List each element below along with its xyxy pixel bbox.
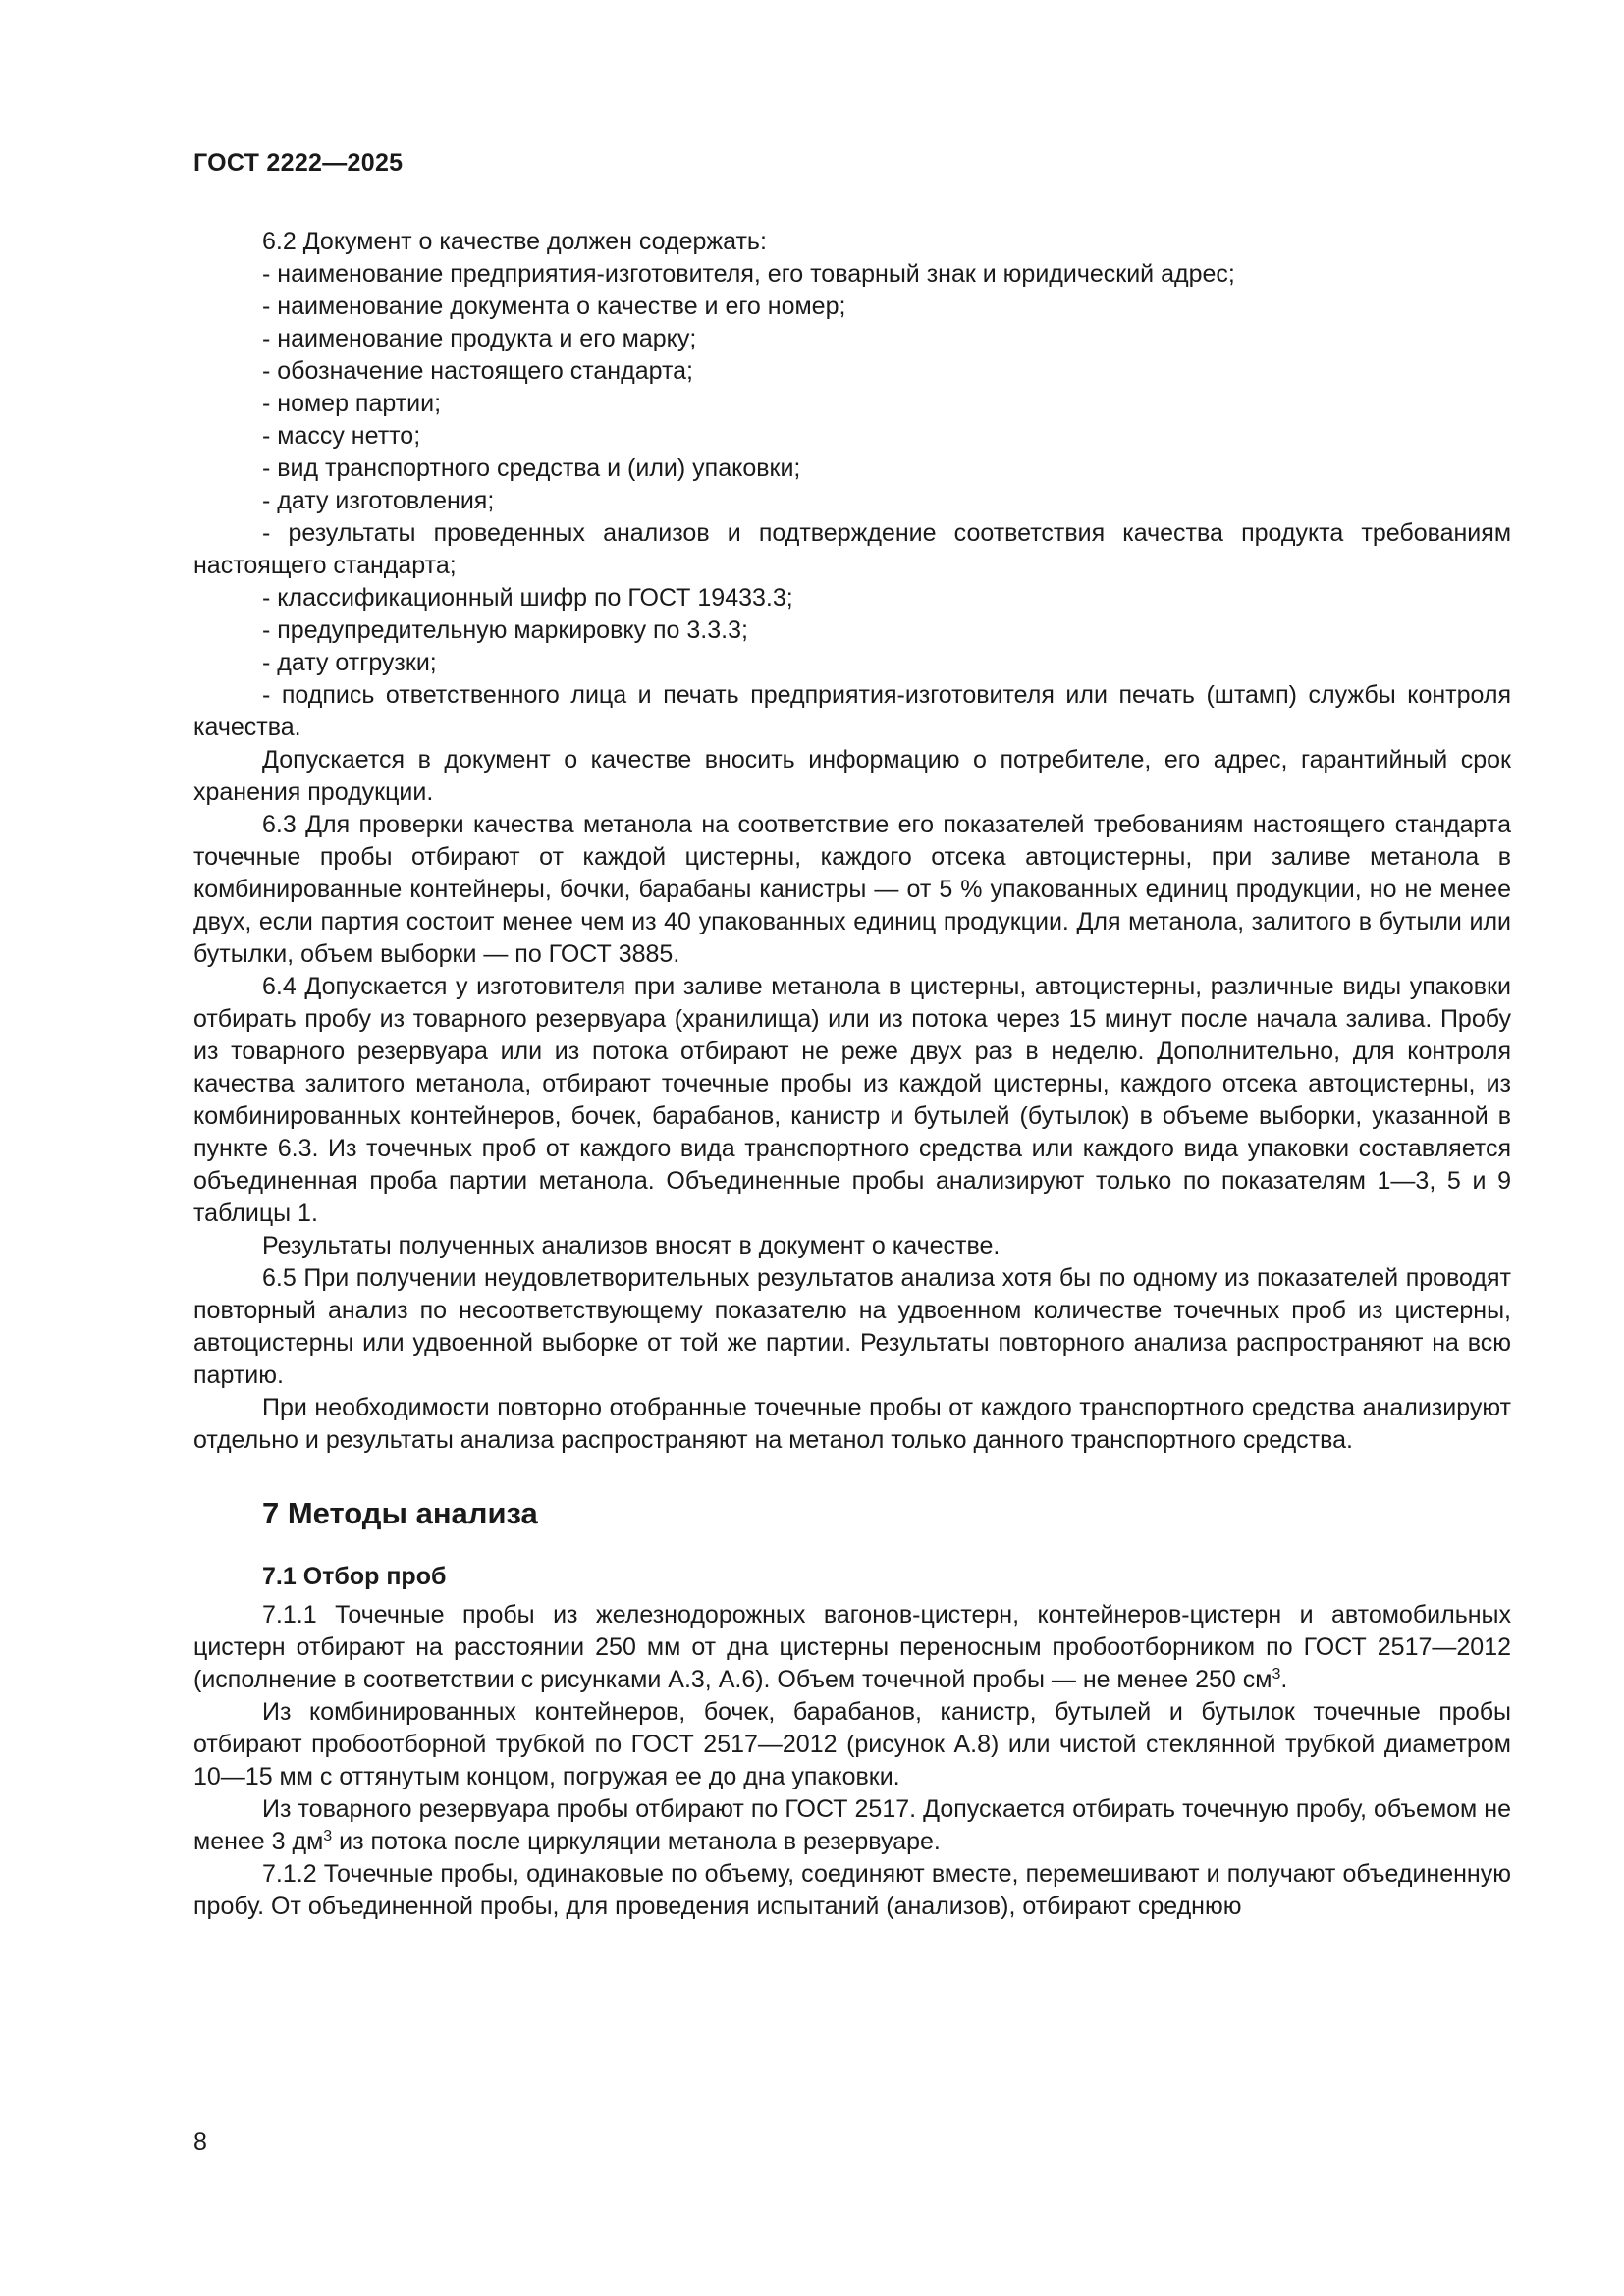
list-item: - дату отгрузки; [262,649,437,676]
paragraph-6-4-results: Результаты полученных анализов вносят в документ о качестве. [262,1232,1001,1259]
paragraph-7-1-1-end: . [1280,1666,1288,1693]
superscript-cube: 3 [323,1828,333,1844]
list-item: - вид транспортного средства и (или) упаковки; [262,454,801,482]
list-item: - подпись ответственного лица и печать предприятия-изготовителя или печать (штамп) службы контроля качества. [193,681,1511,741]
list-item: - дату изготовления; [262,487,495,514]
list-item: - номер партии; [262,390,442,417]
paragraph-6-3: 6.3 Для проверки качества метанола на соответствие его показателей требованиям настоящего стандарта точечные пробы отбирают от каждой цистерны, каждого отсека автоцистерны, при заливе метанола в комбинированные контейнеры, бочки, барабаны канистры — от 5 % упакованных единиц продукции, но не менее двух, если партия состоит менее чем из 40 упакованных единиц продукции. Для метанола, залитого в бутыли или бутылки, объем выборки — по ГОСТ 3885. [193,811,1511,968]
superscript-cube: 3 [1272,1666,1281,1682]
document-header: ГОСТ 2222—2025 [193,149,404,177]
subsection-7-1-title: 7.1 Отбор проб [262,1563,447,1590]
list-item: - классификационный шифр по ГОСТ 19433.3; [262,584,793,612]
paragraph-6-2-intro: 6.2 Документ о качестве должен содержать: [262,228,767,255]
list-item: - наименование предприятия-изготовителя, его товарный знак и юридический адрес; [262,260,1235,288]
paragraph-7-1-1-tank-a: Из товарного резервуара пробы отбирают по ГОСТ 2517. Допускается отбирать точечную пробу, объемом не менее 3 дм [193,1795,1511,1855]
paragraph-7-1-1-tank-b: из потока после циркуляции метанола в резервуаре. [332,1828,941,1855]
section-7-title: 7 Методы анализа [262,1496,538,1530]
paragraph-7-1-1-tank [193,1793,1511,1858]
paragraph-7-1-1 [193,1599,1511,1696]
paragraph-6-4: 6.4 Допускается у изготовителя при заливе метанола в цистерны, автоцистерны, различные виды упаковки отбирать пробу из товарного резервуара (хранилища) или из потока через 15 минут после начала залива. Пробу из товарного резервуара или из потока отбирают не реже двух раз в неделю. Дополнительно, для контроля качества залитого метанола, отбирают точечные пробы из каждой цистерны, каждого отсека автоцистерны, из комбинированных контейнеров, бочек, барабанов, канистр и бутылей (бутылок) в объеме выборки, указанной в пункте 6.3. Из точечных проб от каждого вида транспортного средства или каждого вида упаковки составляется объединенная проба партии метанола. Объединенные пробы анализируют только по показателям 1—3, 5 и 9 таблицы 1. [193,973,1511,1227]
list-item: - массу нетто; [262,422,421,450]
paragraph-7-1-2: 7.1.2 Точечные пробы, одинаковые по объему, соединяют вместе, перемешивают и получают объединенную пробу. От объединенной пробы, для проведения испытаний (анализов), отбирают среднюю [193,1860,1511,1920]
paragraph-7-1-1-text: 7.1.1 Точечные пробы из железнодорожных вагонов-цистерн, контейнеров-цистерн и автомобильных цистерн отбирают на расстоянии 250 мм от дна цистерны переносным пробоотборником по ГОСТ 2517—2012 (исполнение в соответствии с рисунками А.3, А.6). Объем точечной пробы — не менее 250 см [193,1601,1511,1693]
paragraph-6-5: 6.5 При получении неудовлетворительных результатов анализа хотя бы по одному из показателей проводят повторный анализ по несоответствующему показателю на удвоенном количестве точечных проб из цистерны, автоцистерны или удвоенной выборке от той же партии. Результаты повторного анализа распространяют на всю партию. [193,1264,1511,1389]
list-6-2 [193,258,1511,744]
list-item: - предупредительную маркировку по 3.3.3; [262,616,748,644]
paragraph-6-2-note: Допускается в документ о качестве вносить информацию о потребителе, его адрес, гарантийный срок хранения продукции. [193,746,1511,806]
page-number: 8 [193,2128,207,2156]
document-body [193,226,1511,1923]
list-item: - обозначение настоящего стандарта; [262,357,693,385]
list-item: - результаты проведенных анализов и подтверждение соответствия качества продукта требованиям настоящего стандарта; [193,519,1511,579]
paragraph-6-5-note: При необходимости повторно отобранные точечные пробы от каждого транспортного средства анализируют отдельно и результаты анализа распространяют на метанол только данного транспортного средства. [193,1394,1511,1454]
list-item: - наименование продукта и его марку; [262,325,697,352]
paragraph-7-1-1-containers: Из комбинированных контейнеров, бочек, барабанов, канистр, бутылей и бутылок точечные пробы отбирают пробоотборной трубкой по ГОСТ 2517—2012 (рисунок А.8) или чистой стеклянной трубкой диаметром 10—15 мм с оттянутым концом, погружая ее до дна упаковки. [193,1698,1511,1790]
list-item: - наименование документа о качестве и его номер; [262,293,846,320]
